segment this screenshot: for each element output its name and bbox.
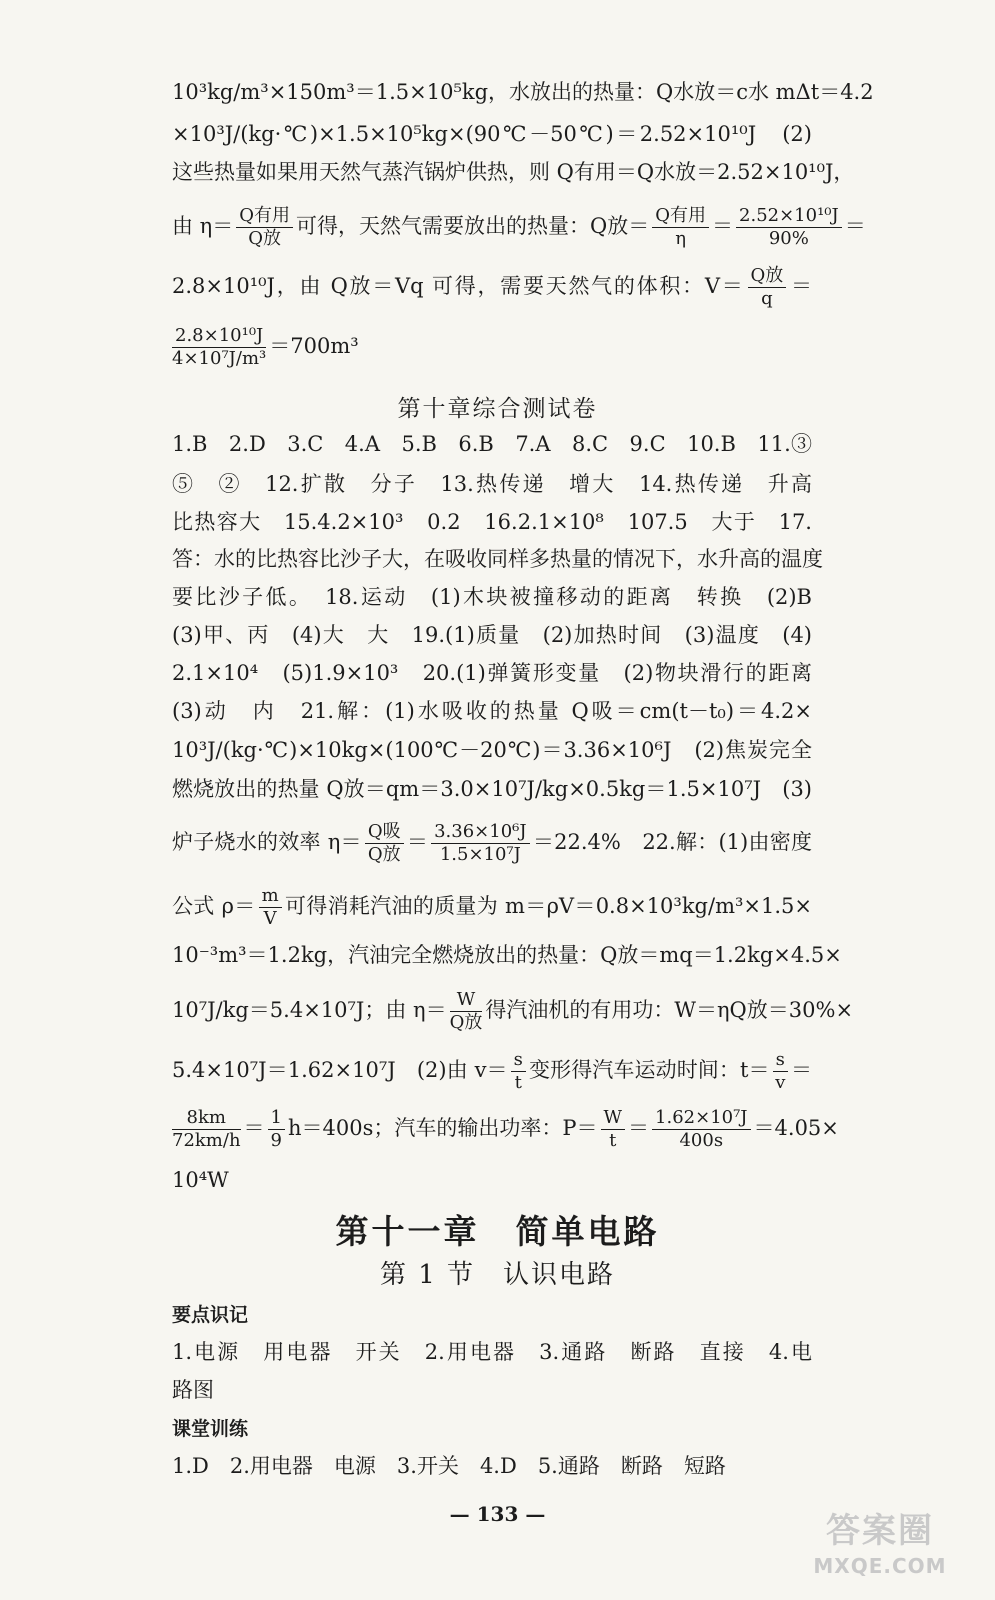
- numerator: Q放: [748, 265, 787, 288]
- numerator: 1: [268, 1107, 285, 1130]
- formula-line: [172, 322, 812, 370]
- denominator: 90%: [768, 228, 809, 249]
- denominator: Q放: [248, 228, 282, 249]
- text-span: ＝: [406, 830, 429, 854]
- text-line: (3)甲、丙 (4)大 大 19.(1)质量 (2)加热时间 (3)温度 (4): [172, 623, 812, 647]
- denominator: 9: [270, 1130, 282, 1151]
- text-span: 由 η＝: [172, 214, 234, 238]
- fraction: [652, 205, 709, 250]
- text-span: 5.4×10⁷J＝1.62×10⁷J (2)由 v＝: [172, 1058, 508, 1082]
- denominator: 400s: [679, 1130, 724, 1151]
- watermark-logo: [785, 1508, 975, 1588]
- class-training-label: 课堂训练: [172, 1418, 249, 1440]
- numerator: s: [511, 1049, 526, 1072]
- text-line: (3)动 内 21.解：(1)水吸收的热量 Q吸＝cm(t－t₀)＝4.2×: [172, 699, 812, 723]
- denominator: Q放: [367, 844, 401, 865]
- text-span: ＝: [712, 214, 734, 238]
- numerator: 2.52×10¹⁰J: [736, 205, 842, 228]
- numerator: W: [601, 1107, 626, 1130]
- watermark-url: MXQE.COM: [813, 1554, 947, 1578]
- text-span: ＝700m³: [269, 334, 359, 358]
- key-points-label: 要点识记: [172, 1304, 249, 1326]
- text-span: ＝: [628, 1116, 650, 1140]
- fraction: [748, 265, 787, 310]
- formula-line: [172, 1046, 812, 1094]
- text-span: ＝: [243, 1116, 265, 1140]
- text-span: 10⁷J/kg＝5.4×10⁷J；由 η＝: [172, 998, 447, 1022]
- text-line: 1.B 2.D 3.C 4.A 5.B 6.B 7.A 8.C 9.C 10.B 11.③: [172, 432, 812, 456]
- fraction: [431, 821, 530, 866]
- text-line: 1.电源 用电器 开关 2.用电器 3.通路 断路 直接 4.电: [172, 1340, 812, 1364]
- denominator: Q放: [449, 1012, 483, 1033]
- formula-line: [172, 202, 866, 250]
- numerator: Q吸: [365, 821, 404, 844]
- text-span: ＝: [790, 1058, 813, 1082]
- numerator: 8km: [172, 1107, 241, 1130]
- numerator: m: [259, 885, 282, 908]
- text-span: 炉子烧水的效率 η＝: [172, 830, 362, 854]
- formula-line: [172, 986, 854, 1034]
- fraction: [511, 1049, 526, 1094]
- text-line: 10³J/(kg·℃)×10kg×(100℃－20℃)＝3.36×10⁶J (2)焦炭完全: [172, 738, 812, 762]
- denominator: t: [514, 1072, 522, 1093]
- denominator: v: [775, 1072, 786, 1093]
- chapter-title: 第十一章 简单电路: [335, 1212, 660, 1251]
- fraction: [365, 821, 404, 866]
- text-span: ＝: [789, 274, 813, 298]
- fraction: [450, 989, 483, 1034]
- lesson-title: 第 1 节 认识电路: [379, 1260, 616, 1290]
- fraction: [736, 205, 842, 250]
- text-line: 10³kg/m³×150m³＝1.5×10⁵kg，水放出的热量：Q水放＝c水 mΔt＝4.2: [172, 80, 874, 104]
- text-span: ＝4.05×: [753, 1116, 839, 1140]
- numerator: W: [450, 989, 483, 1012]
- denominator: V: [263, 908, 277, 929]
- text-span: 得汽油机的有用功：W＝ηQ放＝30%×: [485, 998, 854, 1022]
- formula-line: [172, 882, 812, 930]
- formula-line: [172, 818, 812, 866]
- numerator: 1.62×10⁷J: [652, 1107, 751, 1130]
- text-span: ＝22.4% 22.解：(1)由密度: [532, 830, 812, 854]
- text-span: ＝: [844, 214, 866, 238]
- text-span: 2.8×10¹⁰J，由 Q放＝Vq 可得，需要天然气的体积：V＝: [172, 274, 745, 298]
- text-span: h＝400s；汽车的输出功率：P＝: [288, 1116, 598, 1140]
- numerator: 2.8×10¹⁰J: [172, 325, 266, 348]
- numerator: 3.36×10⁶J: [431, 821, 530, 844]
- denominator: 72km/h: [172, 1130, 241, 1151]
- numerator: Q有用: [236, 205, 293, 228]
- section-title: 第十章综合测试卷: [397, 396, 598, 422]
- fraction: [773, 1049, 788, 1094]
- text-line: 10⁴W: [172, 1168, 229, 1192]
- text-span: 变形得汽车运动时间：t＝: [528, 1058, 770, 1082]
- text-span: 可得，天然气需要放出的热量：Q放＝: [296, 214, 650, 238]
- text-span: 公式 ρ＝: [172, 894, 256, 918]
- fraction: [172, 325, 266, 370]
- fraction: [652, 1107, 751, 1152]
- numerator: s: [773, 1049, 788, 1072]
- fraction: [268, 1107, 285, 1152]
- fraction: [172, 1107, 241, 1152]
- text-line: 1.D 2.用电器 电源 3.开关 4.D 5.通路 断路 短路: [172, 1454, 726, 1478]
- formula-line: [172, 1104, 839, 1152]
- text-line: 燃烧放出的热量 Q放＝qm＝3.0×10⁷J/kg×0.5kg＝1.5×10⁷J (3): [172, 777, 812, 801]
- text-line: 10⁻³m³＝1.2kg，汽油完全燃烧放出的热量：Q放＝mq＝1.2kg×4.5×: [172, 943, 842, 967]
- text-line: 答：水的比热容比沙子大，在吸收同样多热量的情况下，水升高的温度: [172, 547, 823, 571]
- text-line: 这些热量如果用天然气蒸汽锅炉供热，则 Q有用＝Q水放＝2.52×10¹⁰J，: [172, 160, 855, 184]
- text-line: 要比沙子低。 18.运动 (1)木块被撞移动的距离 转换 (2)B: [172, 585, 812, 609]
- fraction: [236, 205, 293, 250]
- text-line: 2.1×10⁴ (5)1.9×10³ 20.(1)弹簧形变量 (2)物块滑行的距离: [172, 661, 812, 685]
- watermark-text: 答案圈: [826, 1511, 934, 1551]
- denominator: 4×10⁷J/m³: [172, 348, 267, 369]
- denominator: η: [675, 228, 687, 249]
- text-line: 路图: [172, 1378, 214, 1402]
- denominator: 1.5×10⁷J: [439, 844, 521, 865]
- denominator: t: [609, 1130, 617, 1151]
- fraction: [259, 885, 282, 930]
- page-number: — 133 —: [449, 1502, 546, 1526]
- text-line: ×10³J/(kg·℃)×1.5×10⁵kg×(90℃－50℃)＝2.52×10¹⁰J (2): [172, 122, 812, 146]
- text-span: 可得消耗汽油的质量为 m＝ρV＝0.8×10³kg/m³×1.5×: [284, 894, 812, 918]
- text-line: 比热容大 15.4.2×10³ 0.2 16.2.1×10⁸ 107.5 大于 17.: [172, 510, 812, 534]
- text-line: ⑤ ② 12.扩散 分子 13.热传递 增大 14.热传递 升高: [172, 472, 812, 496]
- denominator: q: [761, 288, 773, 309]
- formula-line: [172, 262, 812, 310]
- fraction: [601, 1107, 626, 1152]
- numerator: Q有用: [652, 205, 709, 228]
